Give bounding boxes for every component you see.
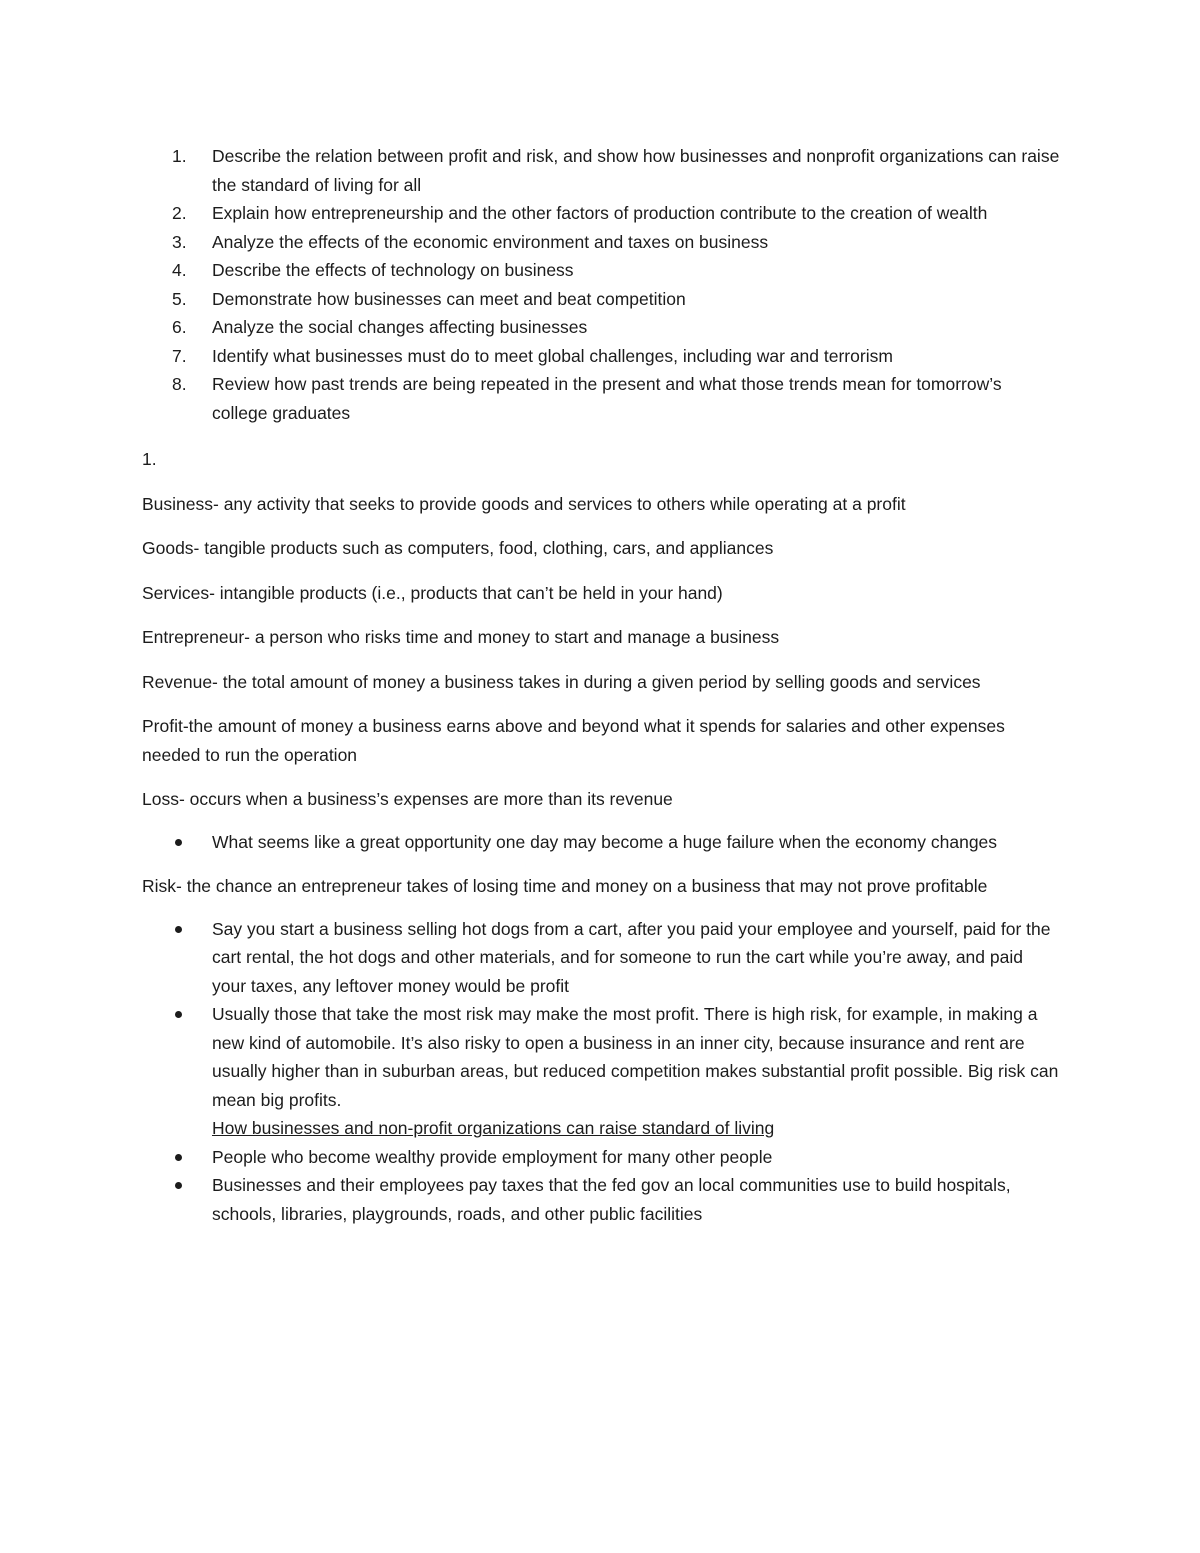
- loss-bullet-list: [142, 828, 1060, 857]
- living-bullet-list: [142, 1143, 1060, 1229]
- objective-item: [142, 228, 1060, 257]
- definition-profit: Profit-the amount of money a business earns above and beyond what it spends for salaries and other expenses needed to run the operation: [142, 716, 1005, 765]
- objective-number: 4.: [172, 260, 187, 280]
- definition-business: Business- any activity that seeks to provide goods and services to others while operating at a profit: [142, 493, 906, 514]
- objective-item: [142, 256, 1060, 285]
- list-item: [142, 828, 1060, 857]
- definition-revenue: Revenue- the total amount of money a business takes in during a given period by selling goods and services: [142, 671, 981, 692]
- objective-number: 1.: [172, 146, 187, 166]
- objective-item: [142, 285, 1060, 314]
- bullet-icon: [175, 839, 182, 846]
- bullet-text: Businesses and their employees pay taxes that the fed gov an local communities use to build hospitals, schools, libraries, playgrounds, roads, and other public facilities: [212, 1175, 1011, 1224]
- bullet-text: What seems like a great opportunity one day may become a huge failure when the economy changes: [212, 831, 998, 852]
- objective-number: 6.: [172, 317, 187, 337]
- definition-loss: Loss- occurs when a business’s expenses are more than its revenue: [142, 789, 673, 809]
- objectives-list: [142, 142, 1060, 427]
- section-number: 1.: [142, 449, 157, 469]
- objective-text: Explain how entrepreneurship and the other factors of production contribute to the creation of wealth: [212, 203, 988, 223]
- objective-item: [142, 370, 1060, 427]
- list-item: [142, 1000, 1060, 1114]
- objective-number: 2.: [172, 203, 187, 223]
- objective-number: 8.: [172, 374, 187, 394]
- definition-services: Services- intangible products (i.e., products that can’t be held in your hand): [142, 582, 723, 603]
- risk-bullet-list: [142, 915, 1060, 1115]
- bullet-icon: [175, 1154, 182, 1161]
- objective-text: Analyze the effects of the economic environment and taxes on business: [212, 231, 769, 252]
- objective-item: [142, 199, 1060, 228]
- objective-text: Describe the relation between profit and risk, and show how businesses and nonprofit organizations can raise the standard of living for all: [212, 146, 1060, 195]
- objective-number: 3.: [172, 231, 187, 252]
- living-standard-heading: How businesses and non-profit organizations can raise standard of living: [212, 1118, 775, 1138]
- objective-text: Describe the effects of technology on business: [212, 260, 574, 280]
- definition-risk: Risk- the chance an entrepreneur takes of losing time and money on a business that may not prove profitable: [142, 876, 988, 896]
- objective-item: [142, 342, 1060, 371]
- objective-text: Demonstrate how businesses can meet and beat competition: [212, 288, 686, 309]
- objective-number: 5.: [172, 288, 187, 309]
- objective-item: [142, 313, 1060, 342]
- list-item: [142, 1143, 1060, 1172]
- objective-number: 7.: [172, 345, 187, 366]
- objective-text: Identify what businesses must do to meet global challenges, including war and terrorism: [212, 345, 893, 366]
- bullet-text: Usually those that take the most risk may make the most profit. There is high risk, for example, in making a new kind of automobile. It’s also risky to open a business in an inner city, because insurance and rent are usually higher than in suburban areas, but reduced competition makes substantial profit possible. Big risk can mean big profits.: [212, 1004, 1059, 1110]
- bullet-text: Say you start a business selling hot dogs from a cart, after you paid your employee and yourself, paid for the cart rental, the hot dogs and other materials, and for someone to run the cart while you’re away, and paid your taxes, any leftover money would be profit: [212, 918, 1051, 996]
- list-item: [142, 1171, 1060, 1228]
- bullet-icon: [175, 1182, 182, 1189]
- list-item: [142, 915, 1060, 1001]
- bullet-icon: [175, 1011, 182, 1018]
- objective-text: Review how past trends are being repeated in the present and what those trends mean for tomorrow’s college graduates: [212, 374, 1002, 423]
- bullet-text: People who become wealthy provide employment for many other people: [212, 1146, 773, 1167]
- definition-goods: Goods- tangible products such as computers, food, clothing, cars, and appliances: [142, 538, 774, 558]
- objective-text: Analyze the social changes affecting businesses: [212, 317, 588, 337]
- bullet-icon: [175, 926, 182, 933]
- objective-item: [142, 142, 1060, 199]
- definition-entrepreneur: Entrepreneur- a person who risks time and money to start and manage a business: [142, 627, 780, 647]
